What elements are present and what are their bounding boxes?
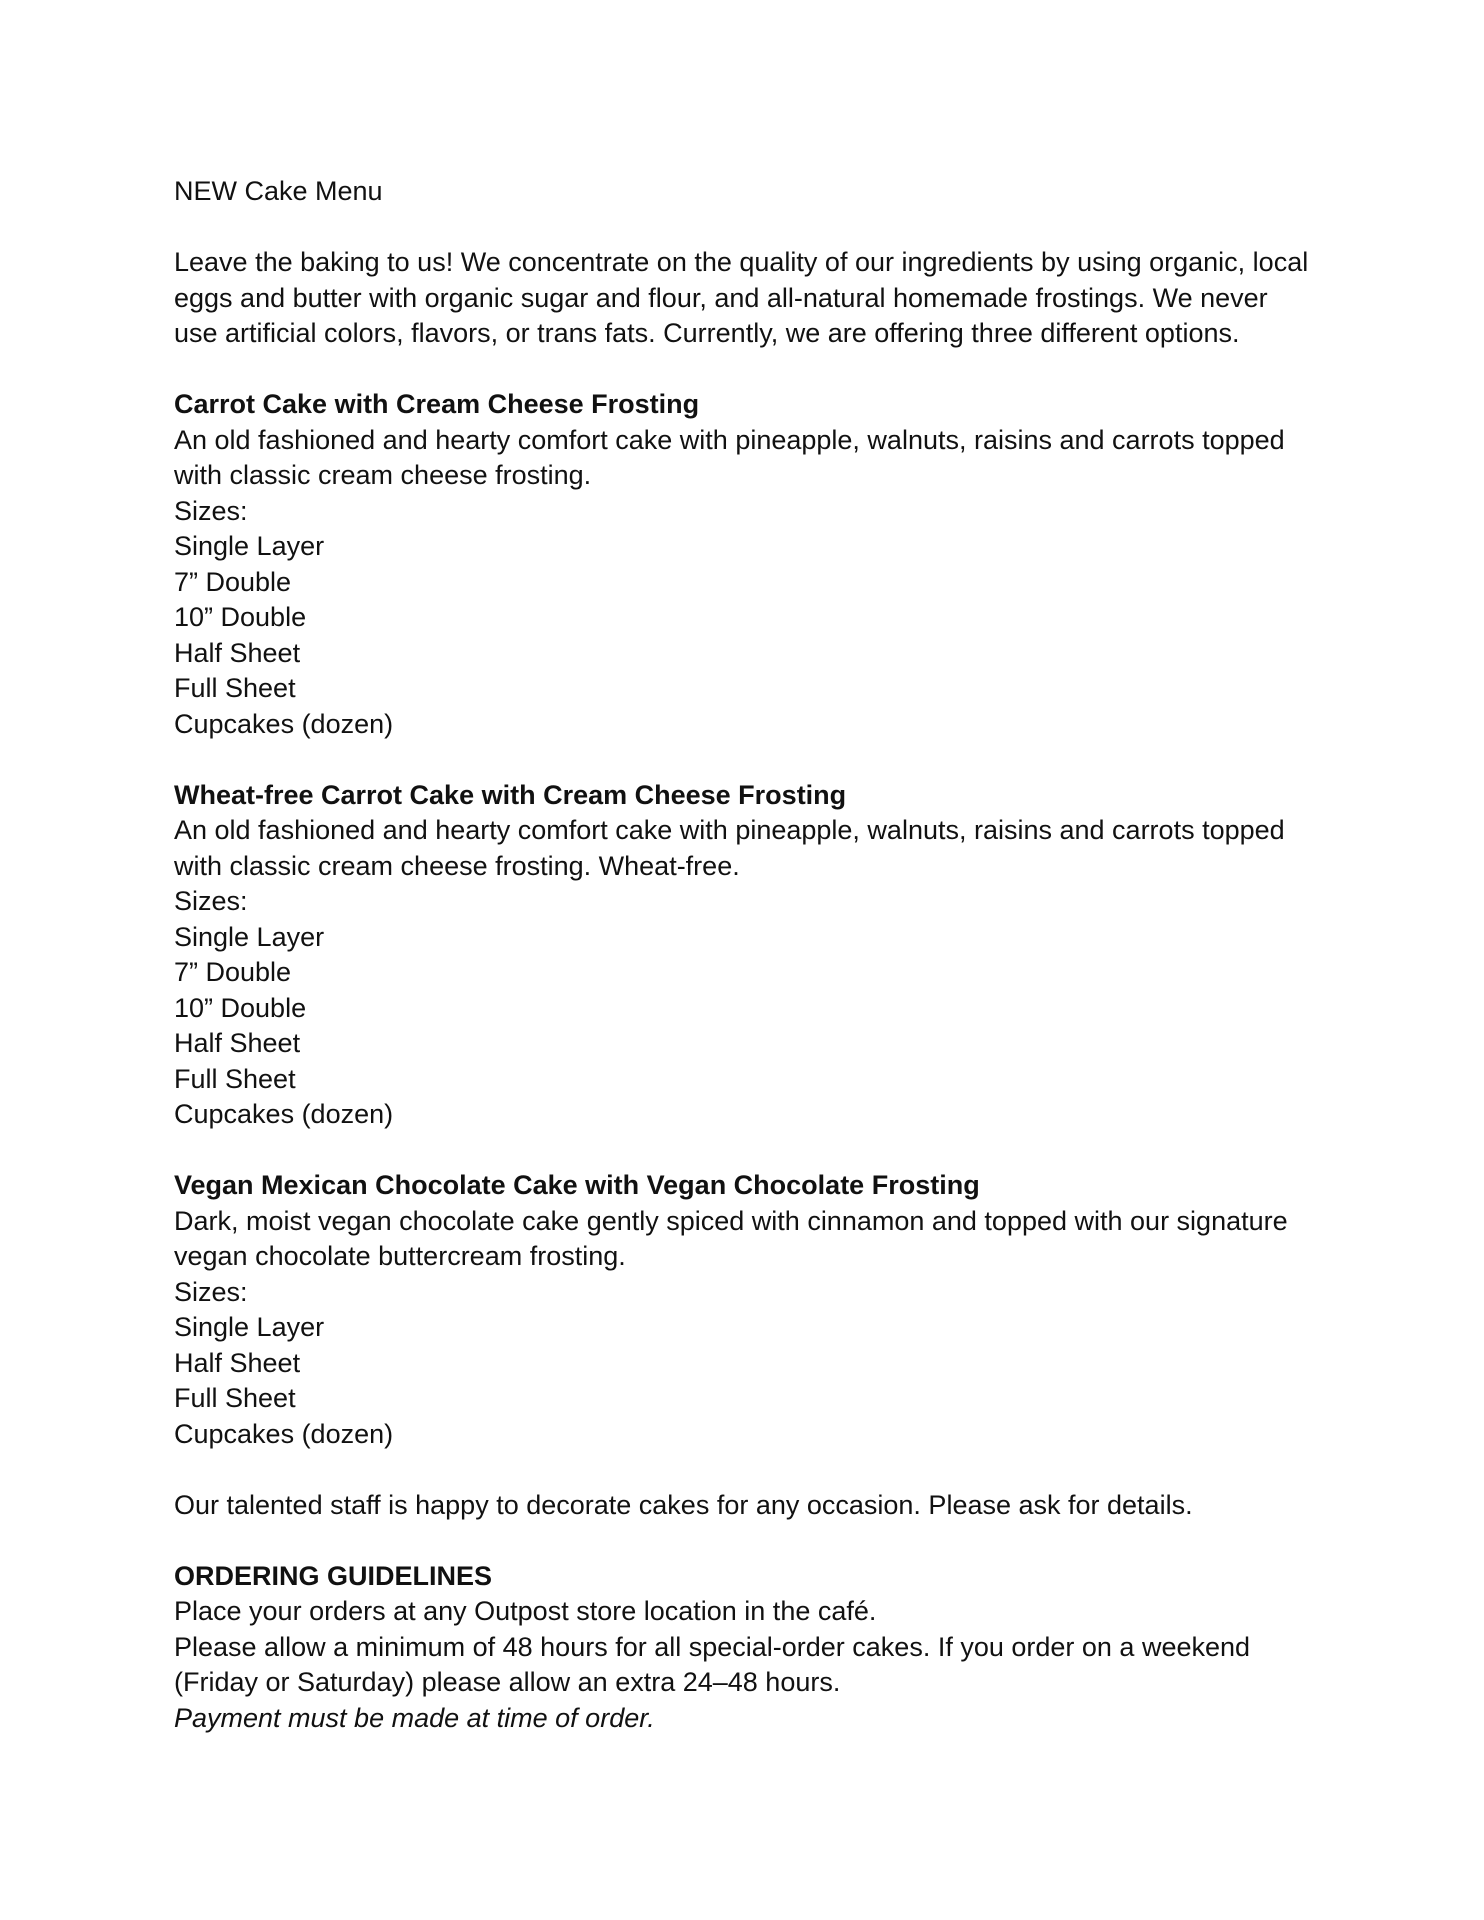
sizes-label: Sizes: xyxy=(174,886,248,916)
sizes-label: Sizes: xyxy=(174,1276,248,1307)
size-item: Half Sheet xyxy=(174,1347,301,1378)
size-item: Cupcakes (dozen) xyxy=(174,708,394,739)
cake-name: Carrot Cake with Cream Cheese Frosting xyxy=(174,389,700,419)
size-item: 10” Double xyxy=(174,992,307,1023)
spacer xyxy=(174,352,1314,388)
ordering-heading: ORDERING GUIDELINES xyxy=(174,1560,493,1591)
size-item: Full Sheet xyxy=(174,1063,296,1094)
size-item: Full Sheet xyxy=(174,673,296,703)
spacer xyxy=(174,1452,1314,1488)
size-list xyxy=(174,920,1314,1133)
sizes-label: Sizes: xyxy=(174,495,248,526)
cake-section-carrot xyxy=(174,387,1314,742)
size-list xyxy=(174,1310,1314,1452)
spacer xyxy=(174,1133,1314,1169)
size-item: Cupcakes (dozen) xyxy=(174,1418,394,1449)
size-item: 7” Double xyxy=(174,957,292,987)
cake-description: Dark, moist vegan chocolate cake gently spiced with cinnamon and topped with our signature vegan chocolate buttercream frosting. xyxy=(174,1205,1288,1271)
cake-name: Vegan Mexican Chocolate Cake with Vegan Chocolate Frosting xyxy=(174,1170,980,1200)
size-list xyxy=(174,529,1314,742)
cake-name: Wheat-free Carrot Cake with Cream Cheese Frosting xyxy=(174,779,847,810)
cake-section-wheat-free-carrot xyxy=(174,778,1314,1133)
cake-section-vegan-chocolate xyxy=(174,1168,1314,1452)
size-item: Single Layer xyxy=(174,1312,325,1342)
document-page xyxy=(174,174,1314,1736)
size-item: Cupcakes (dozen) xyxy=(174,1099,394,1129)
size-item: 7” Double xyxy=(174,566,292,597)
size-item: Half Sheet xyxy=(174,637,301,668)
payment-note: Payment must be made at time of order. xyxy=(174,1702,655,1733)
cake-description: An old fashioned and hearty comfort cake with pineapple, walnuts, raisins and carrots topped with classic cream cheese frosting. xyxy=(174,424,1285,490)
spacer xyxy=(174,1523,1314,1559)
size-item: 10” Double xyxy=(174,602,307,632)
ordering-line: Please allow a minimum of 48 hours for all special-order cakes. If you order on a weekend (Friday or Saturday) please allow an extra 24–48 hours. xyxy=(174,1631,1251,1697)
spacer xyxy=(174,742,1314,778)
intro-paragraph: Leave the baking to us! We concentrate on the quality of our ingredients by using organic, local eggs and butter with organic sugar and flour, and all-natural homemade frostings. We never use artificial colors, flavors, or trans fats. Currently, we are offering three different options. xyxy=(174,247,1309,348)
decorating-note: Our talented staff is happy to decorate cakes for any occasion. Please ask for details. xyxy=(174,1489,1193,1520)
size-item: Single Layer xyxy=(174,921,325,952)
size-item: Half Sheet xyxy=(174,1028,301,1058)
cake-description: An old fashioned and hearty comfort cake with pineapple, walnuts, raisins and carrots topped with classic cream cheese frosting. Wheat-free. xyxy=(174,815,1285,881)
spacer xyxy=(174,210,1314,246)
ordering-guidelines-section xyxy=(174,1559,1314,1737)
page-title: NEW Cake Menu xyxy=(174,176,383,206)
ordering-line: Place your orders at any Outpost store location in the café. xyxy=(174,1596,877,1626)
size-item: Full Sheet xyxy=(174,1383,296,1413)
size-item: Single Layer xyxy=(174,531,325,561)
